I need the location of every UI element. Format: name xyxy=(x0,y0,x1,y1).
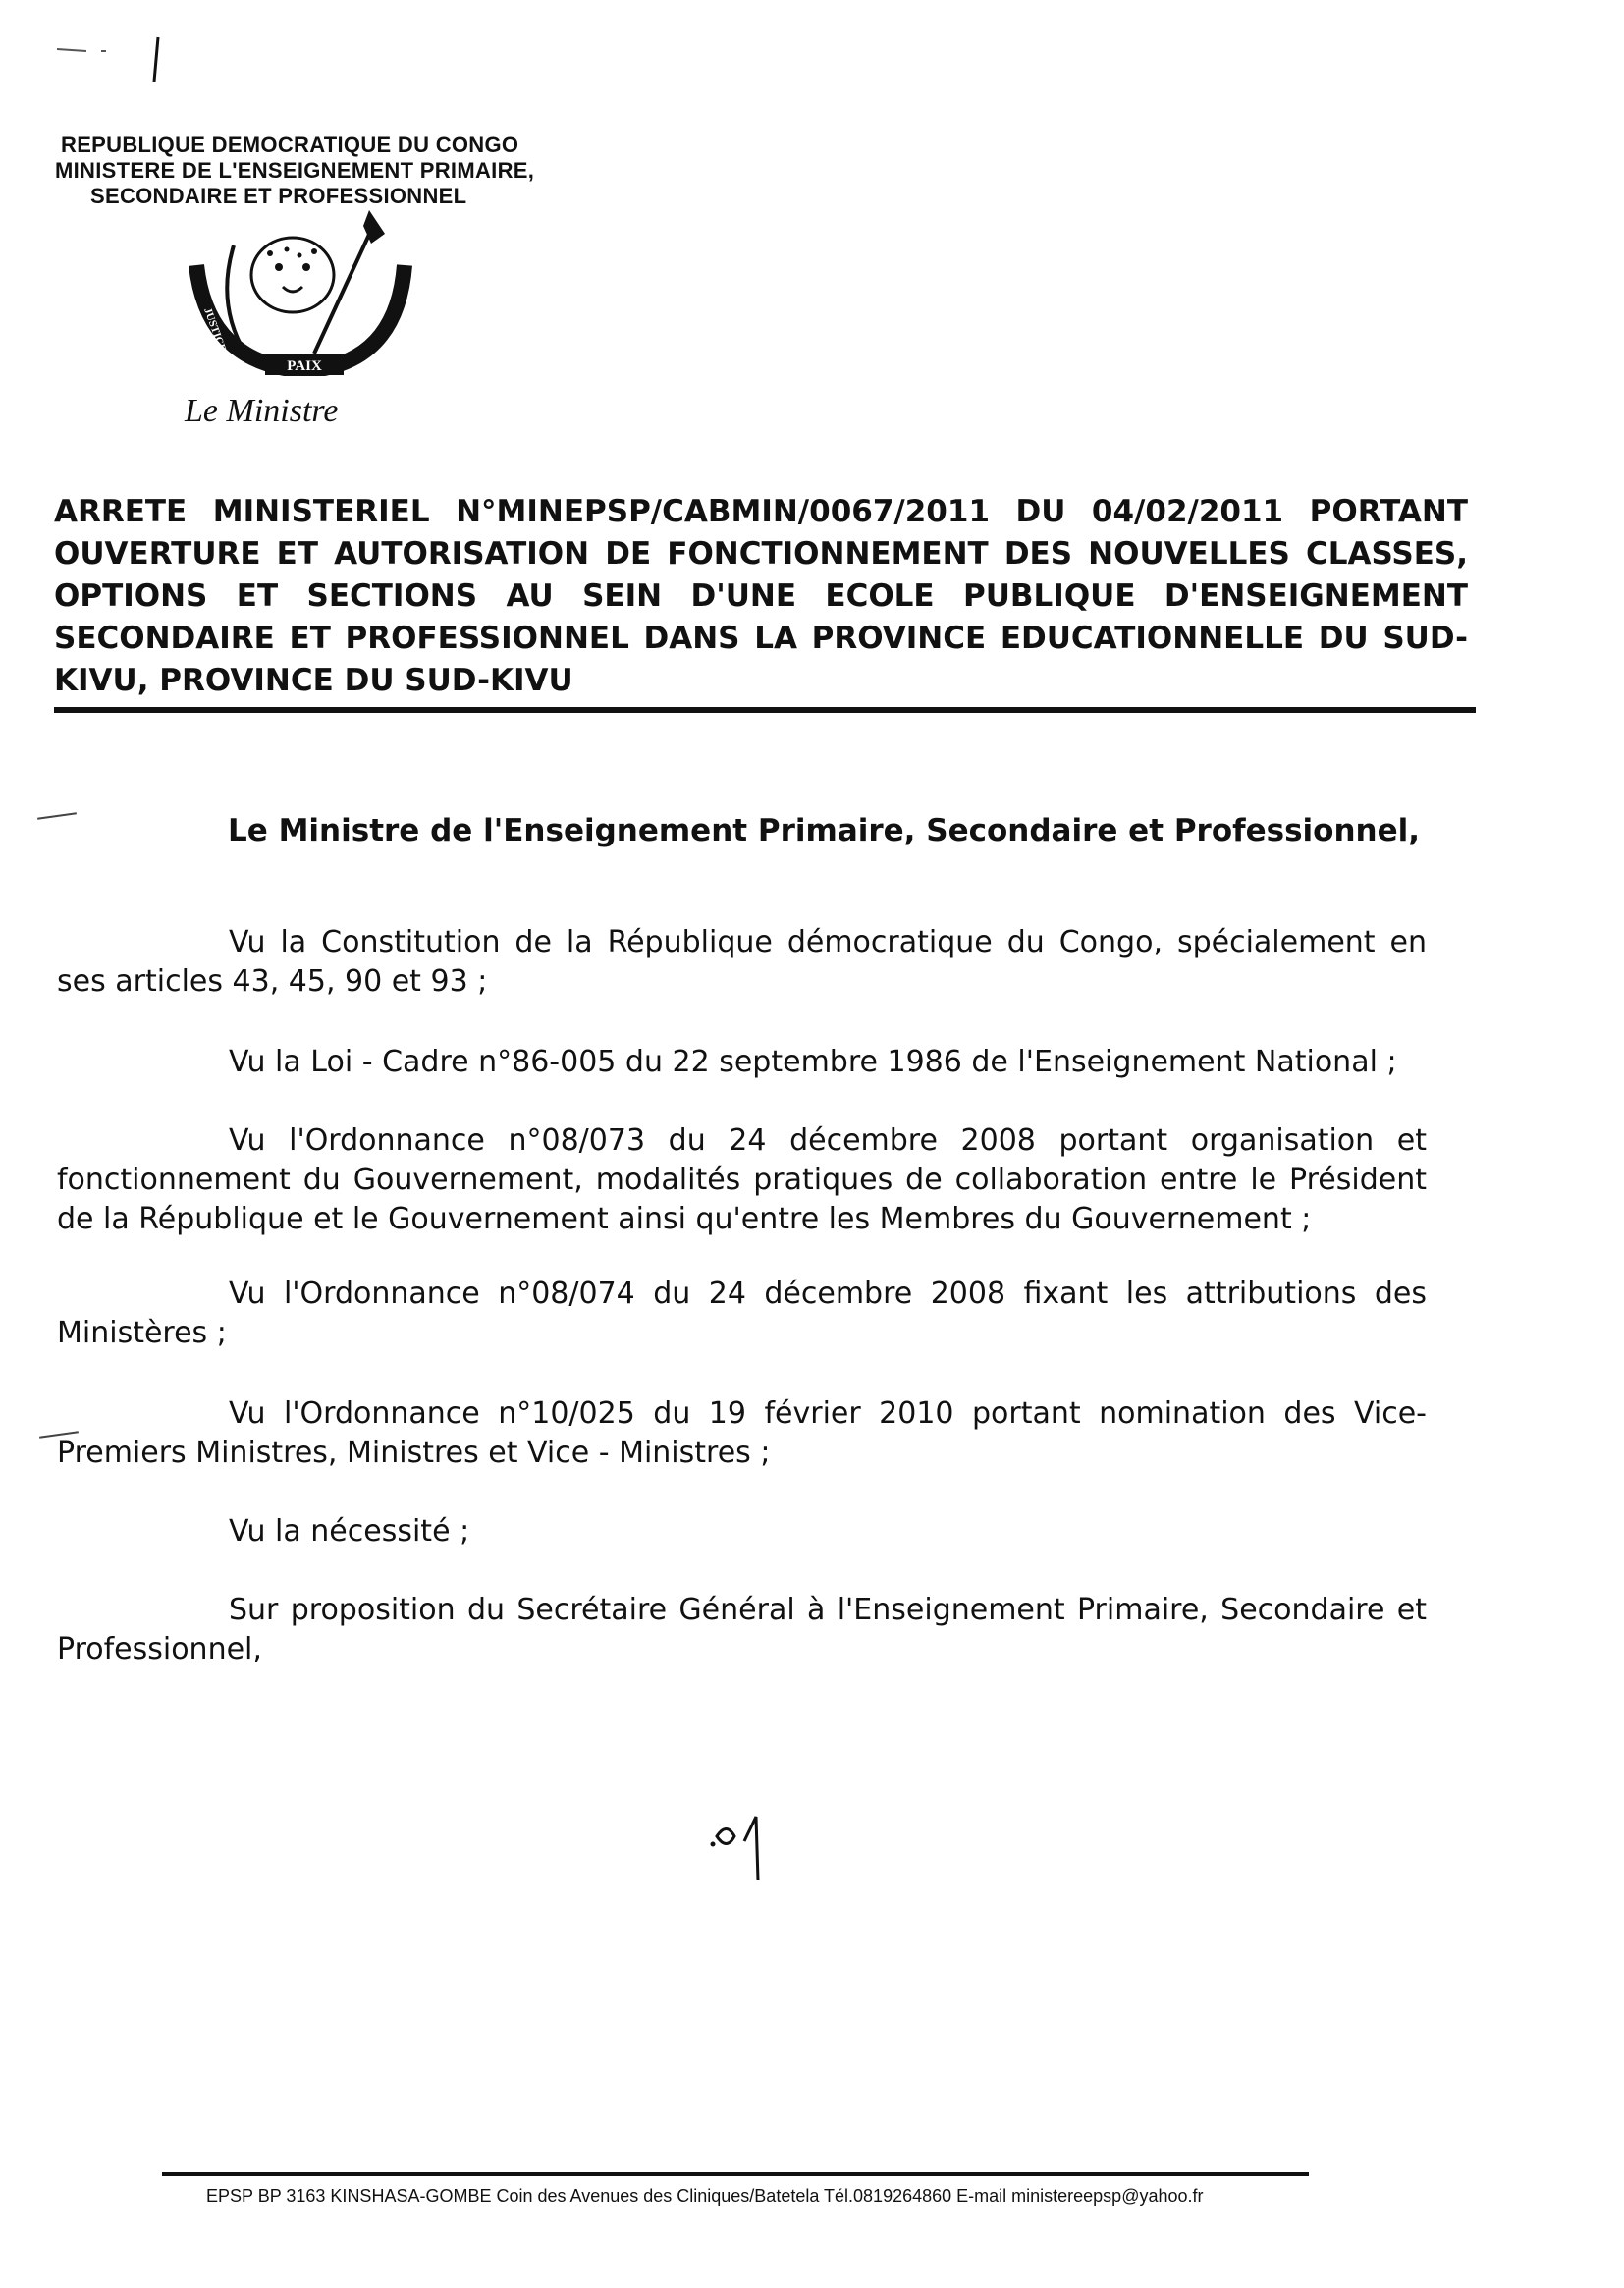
decree-title-line-2: OUVERTURE ET AUTORISATION DE FONCTIONNEMENT DES NOUVELLES CLASSES, xyxy=(54,536,1468,572)
signatory-label: Le Ministre xyxy=(185,393,339,429)
recital-ordonnance-08-073: Vu l'Ordonnance n°08/073 du 24 décembre 2008 portant organisation et fonctionnement du Gouvernement, modalités pratiques de collaboration entre le Président de la République et le Gouvernement ainsi qu'entre les Membres du Gouvernement ; xyxy=(57,1123,1427,1236)
decree-title-line-5: KIVU, PROVINCE DU SUD-KIVU xyxy=(54,663,573,698)
title-divider xyxy=(54,707,1476,713)
footer-address: EPSP BP 3163 KINSHASA-GOMBE Coin des Avenues des Cliniques/Batetela Tél.0819264860 E-mail ministereepsp@yahoo.fr xyxy=(206,2186,1204,2206)
seal-right-word: TRAVAIL xyxy=(370,237,399,287)
decree-title-line-3: OPTIONS ET SECTIONS AU SEIN D'UNE ECOLE PUBLIQUE D'ENSEIGNEMENT xyxy=(54,578,1468,614)
decree-title xyxy=(54,491,1468,702)
header-republic: REPUBLIQUE DEMOCRATIQUE DU CONGO xyxy=(61,133,519,157)
seal-left-word: JUSTICE xyxy=(201,305,229,354)
coat-of-arms-seal xyxy=(177,206,422,393)
margin-mark xyxy=(37,812,77,820)
recital-necessity: Vu la nécessité ; xyxy=(229,1514,470,1549)
recital-loi-cadre: Vu la Loi - Cadre n°86-005 du 22 septembre 1986 de l'Enseignement National ; xyxy=(229,1045,1397,1079)
decree-title-line-4: SECONDAIRE ET PROFESSIONNEL DANS LA PROVINCE EDUCATIONNELLE DU SUD- xyxy=(54,621,1468,656)
recital-proposal: Sur proposition du Secrétaire Général à l'Enseignement Primaire, Secondaire et Professionnel, xyxy=(57,1593,1427,1666)
footer-divider xyxy=(162,2172,1309,2176)
header-ministry-sub: SECONDAIRE ET PROFESSIONNEL xyxy=(90,184,467,208)
scan-artifact-mark xyxy=(57,27,175,86)
seal-center-word: PAIX xyxy=(287,358,322,374)
decree-title-line-1: ARRETE MINISTERIEL N°MINEPSP/CABMIN/0067/2011 DU 04/02/2011 PORTANT xyxy=(54,494,1468,529)
recital-constitution: Vu la Constitution de la République démocratique du Congo, spécialement en ses articles 43, 45, 90 et 93 ; xyxy=(57,925,1427,999)
recital-ordonnance-10-025: Vu l'Ordonnance n°10/025 du 19 février 2010 portant nomination des Vice-Premiers Ministres, Ministres et Vice - Ministres ; xyxy=(57,1396,1427,1470)
recital-ordonnance-08-074: Vu l'Ordonnance n°08/074 du 24 décembre 2008 fixant les attributions des Ministères ; xyxy=(57,1277,1427,1350)
minister-heading: Le Ministre de l'Enseignement Primaire, Secondaire et Professionnel, xyxy=(228,813,1421,848)
handwritten-initials xyxy=(707,1797,795,1885)
header-ministry: MINISTERE DE L'ENSEIGNEMENT PRIMAIRE, xyxy=(55,158,535,183)
